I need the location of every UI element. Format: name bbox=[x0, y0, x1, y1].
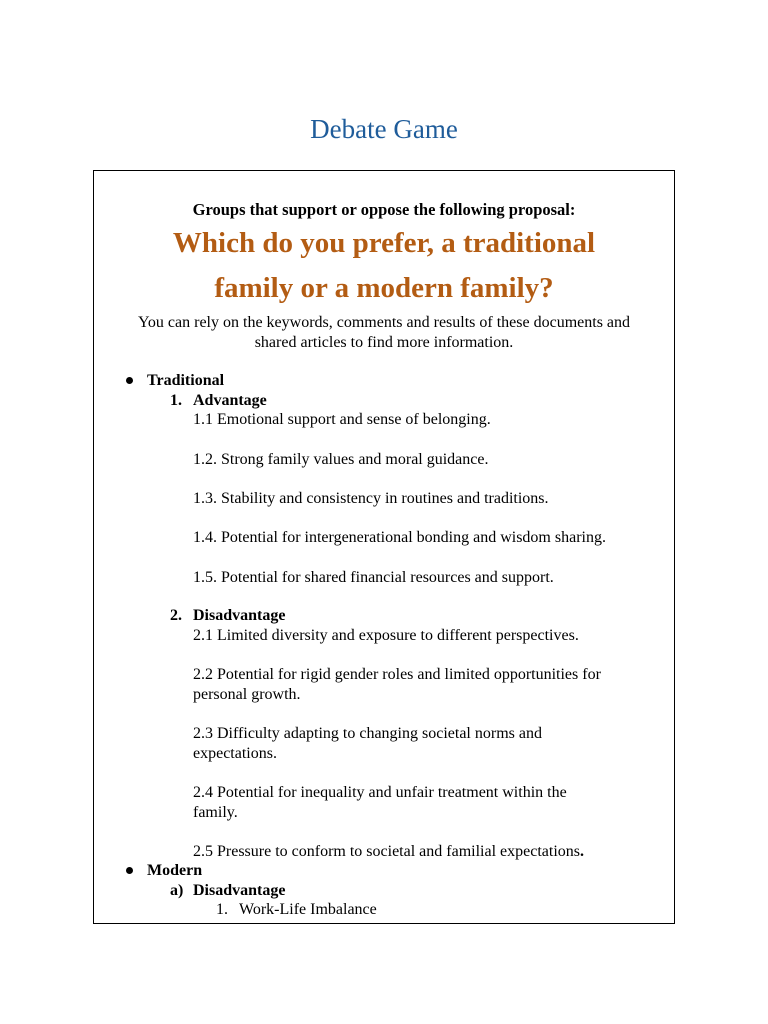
question-line-2: family or a modern family? bbox=[214, 272, 554, 304]
advantage-marker: 1. bbox=[170, 392, 182, 409]
disadvantage-item: 2.3 Difficulty adapting to changing societal norms and bbox=[193, 725, 542, 742]
disadvantage-item bbox=[193, 842, 584, 862]
modern-disadvantage-marker: a) bbox=[170, 882, 184, 899]
disadvantage-heading: Disadvantage bbox=[193, 607, 286, 624]
subheading: Groups that support or oppose the following proposal: bbox=[192, 200, 576, 219]
disadvantage-item-continued: personal growth. bbox=[193, 686, 301, 703]
content-box bbox=[93, 170, 675, 924]
disadvantage-item: 2.2 Potential for rigid gender roles and limited opportunities for bbox=[193, 666, 601, 683]
disadvantage-marker: 2. bbox=[170, 607, 182, 624]
advantage-item: 1.5. Potential for shared financial resources and support. bbox=[193, 569, 554, 586]
modern-item: Work-Life Imbalance bbox=[239, 901, 377, 918]
bullet-icon bbox=[126, 377, 133, 384]
disadvantage-item-text: 2.5 Pressure to conform to societal and familial expectations bbox=[193, 843, 580, 860]
page-title: Debate Game bbox=[310, 114, 458, 144]
intro-line-2: shared articles to find more information. bbox=[254, 334, 514, 351]
disadvantage-item-period: . bbox=[580, 843, 584, 860]
disadvantage-item: 2.4 Potential for inequality and unfair treatment within the bbox=[193, 784, 567, 801]
question-line-1: Which do you prefer, a traditional bbox=[172, 227, 596, 259]
modern-item-marker: 1. bbox=[216, 901, 228, 918]
disadvantage-item: 2.1 Limited diversity and exposure to different perspectives. bbox=[193, 627, 579, 644]
intro-line-1: You can rely on the keywords, comments and results of these documents and bbox=[137, 314, 631, 331]
disadvantage-item-continued: expectations. bbox=[193, 745, 277, 762]
advantage-item: 1.1 Emotional support and sense of belonging. bbox=[193, 411, 491, 428]
disadvantage-item-continued: family. bbox=[193, 804, 238, 821]
advantage-item: 1.4. Potential for intergenerational bonding and wisdom sharing. bbox=[193, 529, 606, 546]
advantage-item: 1.3. Stability and consistency in routines and traditions. bbox=[193, 490, 549, 507]
modern-heading: Modern bbox=[147, 862, 203, 879]
traditional-heading: Traditional bbox=[147, 372, 225, 389]
advantage-heading: Advantage bbox=[193, 392, 267, 409]
modern-disadvantage-heading: Disadvantage bbox=[193, 882, 286, 899]
bullet-icon bbox=[126, 867, 133, 874]
advantage-item: 1.2. Strong family values and moral guidance. bbox=[193, 451, 489, 468]
